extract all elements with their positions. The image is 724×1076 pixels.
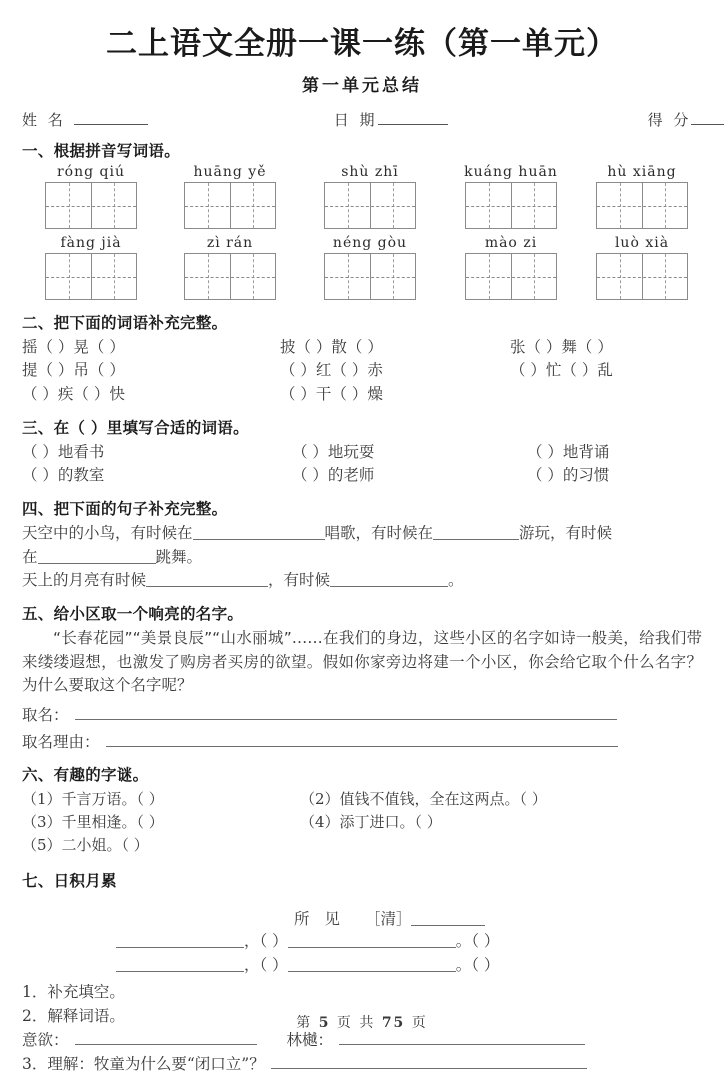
sentence-text: 游玩，有时候 — [519, 524, 613, 543]
riddle-item[interactable]: （2）值钱不值钱，全在这两点。（ ） — [300, 789, 547, 808]
poem-question-3-label: 3．理解：牧童为什么要“闭口立”？ — [22, 1055, 265, 1074]
date-label: 日 期 — [333, 111, 378, 130]
poem-question-2: 2．解释词语。 — [22, 1007, 125, 1026]
pinyin-item — [300, 235, 440, 300]
poem-line-2 — [22, 953, 702, 978]
pinyin-item — [582, 235, 702, 300]
name-suggestion-blank[interactable] — [75, 705, 617, 720]
character-grid[interactable] — [184, 253, 276, 300]
name-suggestion-field[interactable] — [22, 703, 702, 725]
date-blank[interactable] — [378, 111, 448, 125]
sentence-completion-1 — [22, 522, 702, 545]
word-completion-item[interactable]: （ ）干（ ）燥 — [280, 384, 383, 403]
worksheet-page — [0, 26, 724, 1074]
word-completion-row — [22, 383, 702, 406]
section-1-heading: 一、根据拼音写词语。 — [22, 142, 181, 161]
sentence-text: 在 — [22, 547, 38, 566]
pinyin-label: luò xià — [614, 235, 670, 252]
poem-dynasty: ［清］ — [364, 909, 412, 928]
pinyin-item — [300, 164, 440, 229]
date-field[interactable] — [334, 109, 448, 130]
pinyin-item — [22, 235, 160, 300]
character-grid[interactable] — [184, 182, 276, 229]
sentence-blank[interactable] — [38, 549, 156, 564]
pinyin-label: róng qiú — [56, 164, 125, 181]
footer-suffix: 页 — [411, 1015, 428, 1031]
poem-line-1 — [22, 929, 702, 954]
section-6-heading: 六、有趣的字谜。 — [22, 765, 149, 784]
phrase-fill-item[interactable]: （ ）的习惯 — [527, 466, 610, 485]
phrase-fill-item[interactable]: （ ）的老师 — [292, 466, 375, 485]
definition-2-label: 林樾： — [286, 1031, 334, 1050]
sentence-text: 天空中的小鸟，有时候在 — [22, 524, 193, 543]
riddle-item[interactable]: （5）二小姐。（ ） — [22, 836, 149, 855]
poem-blank[interactable] — [288, 933, 456, 948]
footer-page-number: 5 — [318, 1015, 331, 1031]
word-completion-item[interactable]: 摇（ ）晃（ ） — [22, 338, 125, 357]
name-suggestion-label: 取名： — [22, 705, 69, 724]
poem-text: ，（ ） — [244, 956, 288, 975]
word-completion-item[interactable]: （ ）忙（ ）乱 — [510, 361, 613, 380]
pinyin-label: kuáng huān — [464, 164, 558, 181]
sentence-completion-1-cont — [22, 546, 702, 569]
pinyin-row-2 — [22, 235, 702, 300]
word-completion-item[interactable]: 提（ ）吊（ ） — [22, 361, 125, 380]
phrase-fill-item[interactable]: （ ）的教室 — [22, 466, 105, 485]
riddle-row — [22, 788, 702, 811]
pinyin-item — [440, 235, 582, 300]
character-grid[interactable] — [324, 182, 416, 229]
phrase-fill-item[interactable]: （ ）地玩耍 — [292, 442, 375, 461]
poem-text: ，（ ） — [244, 931, 288, 950]
sentence-text: 跳舞。 — [155, 547, 203, 566]
poem-blank[interactable] — [116, 957, 244, 972]
phrase-fill-item[interactable]: （ ）地背诵 — [527, 442, 610, 461]
page-footer — [0, 1012, 724, 1032]
word-completion-item[interactable]: 张（ ）舞（ ） — [510, 338, 613, 357]
poem-blank[interactable] — [116, 933, 244, 948]
section-4-heading: 四、把下面的句子补充完整。 — [22, 500, 228, 519]
footer-mid: 页 共 — [336, 1015, 376, 1031]
score-blank[interactable] — [691, 111, 724, 125]
pinyin-label: shù zhī — [341, 164, 399, 181]
sentence-text: 。 — [448, 570, 464, 589]
score-label: 得 分 — [647, 111, 692, 130]
sentence-text: ，有时候 — [268, 570, 331, 589]
phrase-fill-row — [22, 441, 702, 464]
character-grid[interactable] — [45, 253, 137, 300]
page-title: 二上语文全册一课一练（第一单元） — [106, 26, 618, 62]
riddle-item[interactable]: （3）千里相逢。（ ） — [22, 813, 164, 832]
word-completion-row — [22, 336, 702, 359]
sentence-completion-2 — [22, 569, 702, 592]
riddle-item[interactable]: （1）千言万语。（ ） — [22, 789, 164, 808]
name-reason-label: 取名理由： — [22, 732, 100, 751]
score-field[interactable] — [648, 109, 724, 130]
poem-blank[interactable] — [288, 957, 456, 972]
poem-author-blank[interactable] — [411, 911, 485, 926]
pinyin-label: néng gòu — [332, 235, 408, 252]
footer-prefix: 第 — [296, 1015, 313, 1031]
definition-1-blank[interactable] — [75, 1030, 257, 1045]
name-blank[interactable] — [74, 111, 148, 125]
word-completion-item[interactable]: 披（ ）散（ ） — [280, 338, 383, 357]
pinyin-item — [22, 164, 160, 229]
footer-total-pages: 75 — [381, 1015, 406, 1031]
section-3-heading: 三、在（ ）里填写合适的词语。 — [22, 418, 249, 437]
character-grid[interactable] — [596, 253, 688, 300]
pinyin-item — [582, 164, 702, 229]
definition-2-blank[interactable] — [339, 1030, 585, 1045]
section-5-paragraph: “长春花园”“美景良辰”“山水丽城”……在我们的身边，这些小区的名字如诗一般美，给我们带来缕缕遐想，也激发了购房者买房的欲望。假如你家旁边将建一个小区，你会给它取个什么名字？为什么要取这个名字呢？ — [22, 629, 702, 695]
name-field[interactable] — [22, 109, 148, 130]
character-grid[interactable] — [465, 182, 557, 229]
poem-question-1: 1．补充填空。 — [22, 983, 125, 1002]
name-label: 姓 名 — [22, 111, 66, 130]
poem-header — [22, 907, 702, 929]
sentence-blank[interactable] — [433, 525, 519, 540]
name-reason-blank[interactable] — [106, 732, 618, 747]
poem-title: 所 见 — [294, 909, 345, 928]
sentence-text: 天上的月亮有时候 — [22, 570, 147, 589]
section-2-heading: 二、把下面的词语补充完整。 — [22, 314, 228, 333]
sentence-blank[interactable] — [193, 525, 325, 540]
character-grid[interactable] — [465, 253, 557, 300]
name-reason-field[interactable] — [22, 730, 702, 752]
pinyin-item — [160, 164, 300, 229]
sentence-blank[interactable] — [146, 572, 268, 587]
phrase-fill-row — [22, 464, 702, 487]
character-grid[interactable] — [324, 253, 416, 300]
character-grid[interactable] — [45, 182, 137, 229]
sentence-blank[interactable] — [330, 572, 448, 587]
poem-question-3-row — [22, 1052, 702, 1076]
pinyin-label: huāng yě — [193, 164, 267, 181]
pinyin-row-1 — [22, 164, 702, 229]
poem-text: 。（ ） — [455, 956, 500, 975]
pinyin-label: fàng jià — [60, 235, 122, 252]
pinyin-label: mào zi — [484, 235, 538, 252]
sentence-text: 唱歌，有时候在 — [324, 524, 434, 543]
character-grid[interactable] — [596, 182, 688, 229]
riddle-row — [22, 834, 702, 857]
phrase-fill-item[interactable]: （ ）地看书 — [22, 442, 105, 461]
section-7-heading: 七、日积月累 — [22, 871, 117, 890]
riddle-item[interactable]: （4）添丁进口。（ ） — [300, 813, 442, 832]
student-meta-row — [22, 109, 702, 130]
definition-1-label: 意欲： — [22, 1031, 69, 1050]
word-completion-item[interactable]: （ ）疾（ ）快 — [22, 384, 125, 403]
poem-text: 。（ ） — [455, 931, 500, 950]
word-completion-item[interactable]: （ ）红（ ）赤 — [280, 361, 383, 380]
section-5-heading: 五、给小区取一个响亮的名字。 — [22, 605, 244, 624]
page-subtitle: 第一单元总结 — [302, 76, 422, 97]
pinyin-label: zì rán — [206, 235, 254, 252]
pinyin-label: hù xiāng — [607, 164, 677, 181]
pinyin-item — [160, 235, 300, 300]
riddle-row — [22, 811, 702, 834]
pinyin-item — [440, 164, 582, 229]
poem-question-3-blank[interactable] — [271, 1054, 587, 1069]
word-completion-row — [22, 359, 702, 382]
